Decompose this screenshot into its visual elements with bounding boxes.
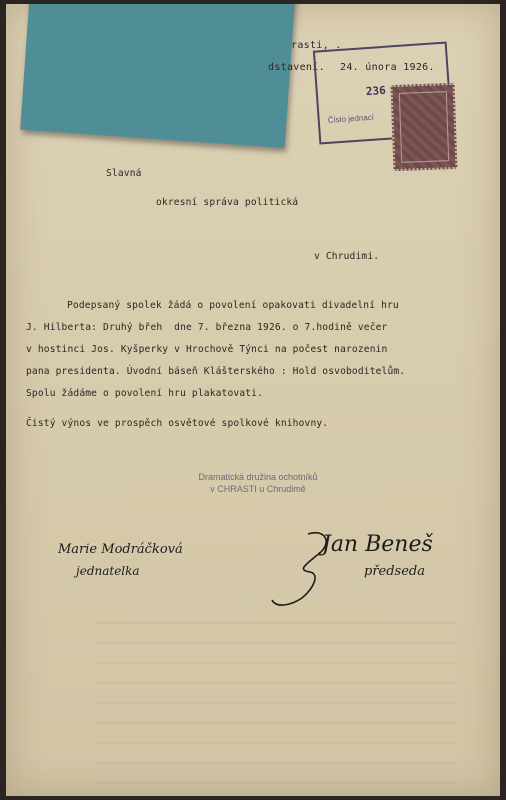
addressee: okresní správa politická (156, 197, 299, 208)
location: v Chrudimi. (314, 251, 380, 262)
blue-paper-scrap (20, 4, 297, 148)
club-stamp-line2: v CHRASTI u Chrudimě (210, 484, 306, 494)
revenue-stamp-frame (399, 91, 449, 163)
paragraph-line: J. Hilberta: Druhý břeh dne 7. března 1926. o 7.hodině večer (26, 322, 388, 333)
salutation: Slavná (106, 168, 142, 179)
signature-right-role: předseda (364, 564, 425, 579)
paragraph-line: v hostinci Jos. Kyšperky v Hrochově Týnci na počest narozenin (26, 344, 388, 355)
signature-left-name: Marie Modráčková (58, 542, 183, 557)
document-page (6, 4, 500, 796)
registration-number: 236 (365, 83, 387, 99)
header-place: rasti, . (291, 40, 342, 51)
paragraph-line: Podepsaný spolek žádá o povolení opakovati divadelní hru (67, 300, 399, 311)
registration-label: Číslo jednací (327, 112, 375, 125)
proceeds-line: Čistý výnos ve prospěch osvětové spolkové knihovny. (26, 418, 329, 429)
header-performance: dstavení. (268, 62, 325, 73)
signature-left-role: jednatelka (76, 564, 140, 578)
revenue-stamp (391, 83, 458, 171)
club-stamp-line1: Dramatická družina ochotníků (198, 472, 318, 482)
header-date: 24. února 1926. (340, 62, 435, 73)
bleed-through-lines (96, 604, 456, 784)
paragraph-line: pana presidenta. Úvodní báseň Klášterského : Hold osvoboditelům. (26, 366, 406, 377)
club-stamp (168, 471, 348, 495)
paragraph-line: Spolu žádáme o povolení hru plakatovati. (26, 388, 264, 399)
signature-right-name: Jan Beneš (322, 532, 433, 557)
